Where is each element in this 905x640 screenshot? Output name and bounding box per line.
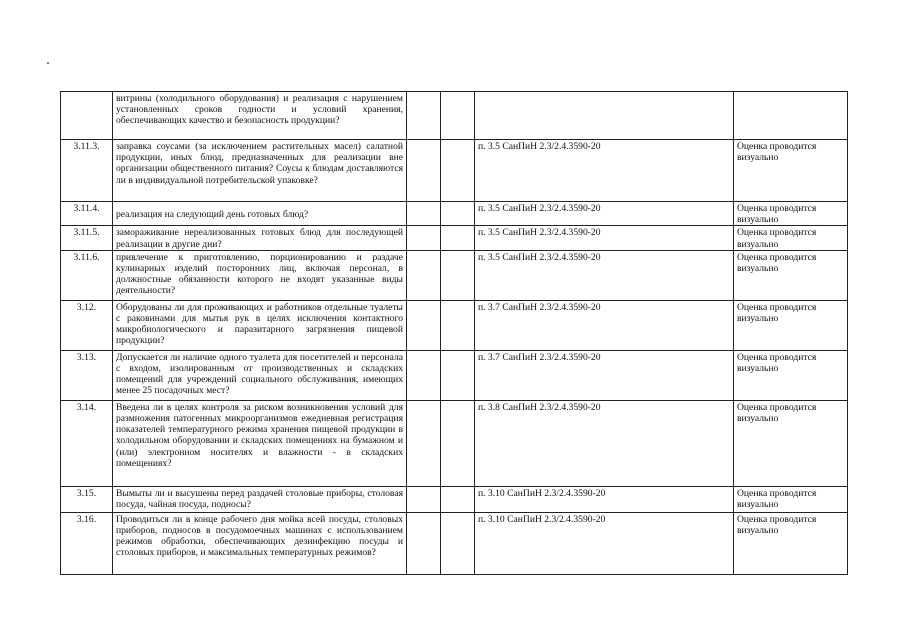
row-reference: п. 3.10 СанПиН 2.3/2.4.3590-20 [475,486,734,512]
answer-cell-yes [407,140,441,202]
row-reference: п. 3.7 СанПиН 2.3/2.4.3590-20 [475,350,734,400]
row-question: витрины (холодильного оборудования) и реализация с нарушением установленных сроков годности и условий хранения, обеспечивающих качество и безопасность продукции? [113,92,407,140]
table-row [61,400,848,486]
row-question: заправка соусами (за исключением растительных масел) салатной продукции, иных блюд, предназначенных для реализации вне организации общественного питания? Соусы к блюдам доставляются ли в индивидуальной потребительской упаковке? [113,140,407,202]
row-number: 3.15. [61,486,113,512]
row-reference: п. 3.5 СанПиН 2.3/2.4.3590-20 [475,250,734,300]
answer-cell-yes [407,350,441,400]
row-reference: п. 3.8 СанПиН 2.3/2.4.3590-20 [475,400,734,486]
row-note: Оценка проводится визуально [734,250,848,300]
row-question: Оборудованы ли для проживающих и работников отдельные туалеты с раковинами для мытья рук в целях исключения контактного микробиологического и паразитарного загрязнения пищевой продукции? [113,300,407,350]
row-question: Допускается ли наличие одного туалета для посетителей и персонала с входом, изолированным от производственных и складских помещений для учреждений социального обслуживания, имеющих менее 25 посадочных мест? [113,350,407,400]
row-question: Проводиться ли в конце рабочего дня мойка всей посуды, столовых приборов, подносов в посудомоечных машинах с использованием режимов обработки, обеспечивающих дезинфекцию посуды и столовых приборов, и максимальных температурных режимов? [113,512,407,574]
row-reference: п. 3.7 СанПиН 2.3/2.4.3590-20 [475,300,734,350]
answer-cell-no [441,512,475,574]
row-note: Оценка проводится визуально [734,400,848,486]
row-reference [475,92,734,140]
row-number: 3.11.3. [61,140,113,202]
answer-cell-no [441,226,475,250]
answer-cell-no [441,486,475,512]
table-row [61,350,848,400]
row-note: Оценка проводится визуально [734,486,848,512]
answer-cell-yes [407,226,441,250]
row-number: 3.11.6. [61,250,113,300]
answer-cell-no [441,202,475,226]
row-reference: п. 3.10 СанПиН 2.3/2.4.3590-20 [475,512,734,574]
answer-cell-no [441,92,475,140]
row-number: 3.16. [61,512,113,574]
answer-cell-yes [407,512,441,574]
row-note: Оценка проводится визуально [734,226,848,250]
table-row [61,250,848,300]
table-row [61,300,848,350]
table-row [61,92,848,140]
table-row [61,202,848,226]
answer-cell-yes [407,400,441,486]
row-number: 3.11.4. [61,202,113,226]
table-row [61,512,848,574]
table-row [61,226,848,250]
row-note: Оценка проводится визуально [734,300,848,350]
table-row [61,140,848,202]
row-reference: п. 3.5 СанПиН 2.3/2.4.3590-20 [475,202,734,226]
row-note: Оценка проводится визуально [734,202,848,226]
row-question: замораживание нереализованных готовых блюд для последующей реализации в другие дни? [113,226,407,250]
row-question: Введена ли в целях контроля за риском возникновения условий для размножения патогенных микроорганизмов ежедневная регистрация показателей температурного режима хранения пищевой продукции в холодильном оборудовании и складских помещениях на бумажном и (или) электронном носителях и влажности - в складских помещениях? [113,400,407,486]
answer-cell-no [441,350,475,400]
answer-cell-yes [407,92,441,140]
row-reference: п. 3.5 СанПиН 2.3/2.4.3590-20 [475,140,734,202]
answer-cell-no [441,140,475,202]
row-note: Оценка проводится визуально [734,512,848,574]
row-reference: п. 3.5 СанПиН 2.3/2.4.3590-20 [475,226,734,250]
answer-cell-no [441,300,475,350]
answer-cell-yes [407,250,441,300]
row-question: реализация на следующий день готовых блюд? [113,202,407,226]
table-row [61,486,848,512]
row-number [61,92,113,140]
row-note: Оценка проводится визуально [734,140,848,202]
row-question: привлечение к приготовлению, порционированию и раздаче кулинарных изделий посторонних лиц, включая персонал, в должностные обязанности которого не входят указанные виды деятельности? [113,250,407,300]
answer-cell-yes [407,486,441,512]
answer-cell-no [441,400,475,486]
row-number: 3.13. [61,350,113,400]
answer-cell-yes [407,300,441,350]
scan-speck [47,62,49,64]
row-number: 3.11.5. [61,226,113,250]
answer-cell-yes [407,202,441,226]
checklist-table [60,91,848,575]
row-note: Оценка проводится визуально [734,350,848,400]
answer-cell-no [441,250,475,300]
row-number: 3.12. [61,300,113,350]
row-note [734,92,848,140]
row-number: 3.14. [61,400,113,486]
row-question: Вымыты ли и высушены перед раздачей столовые приборы, столовая посуда, чайная посуда, подносы? [113,486,407,512]
